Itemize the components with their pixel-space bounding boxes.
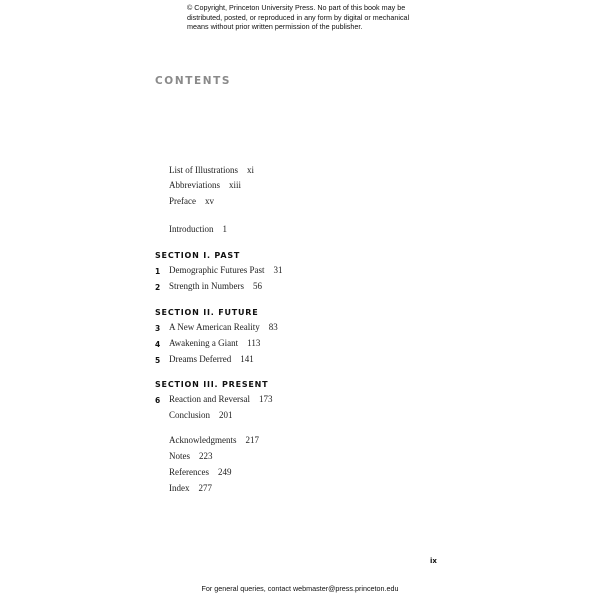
footer-contact: For general queries, contact webmaster@press.princeton.edu — [201, 584, 399, 593]
toc-entry-abbreviations[interactable] — [169, 180, 241, 191]
entry-title: Index — [169, 483, 190, 493]
toc-entry-chapter-4[interactable] — [169, 338, 260, 349]
entry-title: Abbreviations — [169, 180, 220, 190]
toc-entry-chapter-3[interactable] — [169, 322, 278, 333]
entry-page: 223 — [199, 451, 213, 461]
entry-page: 277 — [198, 483, 212, 493]
toc-entry-preface[interactable] — [169, 196, 214, 207]
entry-page: 217 — [245, 435, 259, 445]
entry-title: References — [169, 467, 209, 477]
copyright-notice: © Copyright, Princeton University Press. No part of this book may be distributed, posted, or reproduced in any form by digital or mechanical means without prior written permission of the publisher. — [187, 3, 410, 32]
chapter-number: 6 — [155, 396, 161, 405]
entry-page: 1 — [222, 224, 227, 234]
entry-title: Conclusion — [169, 410, 211, 420]
section-heading-past: SECTION I. PAST — [155, 251, 241, 260]
chapter-number: 3 — [155, 324, 161, 333]
toc-entry-index[interactable] — [169, 483, 212, 494]
entry-title: Reaction and Reversal — [169, 394, 250, 404]
contents-heading: CONTENTS — [155, 75, 232, 87]
entry-page: 249 — [217, 467, 232, 477]
entry-title: Dreams Deferred — [169, 354, 232, 364]
entry-title: Strength in Numbers — [169, 281, 244, 291]
entry-title: Demographic Futures Past — [169, 265, 265, 275]
entry-title: Preface — [169, 196, 196, 206]
entry-title: List of Illustrations — [169, 165, 238, 175]
entry-title: Awakening a Giant — [169, 338, 239, 348]
entry-page: 113 — [247, 338, 261, 348]
toc-entry-chapter-1[interactable] — [169, 265, 282, 276]
entry-page: 173 — [258, 394, 273, 404]
entry-page: 83 — [268, 322, 278, 332]
toc-entry-notes[interactable] — [169, 451, 213, 462]
entry-page: xiii — [229, 180, 242, 190]
entry-page: 141 — [240, 354, 254, 364]
entry-page: xv — [204, 196, 214, 206]
toc-entry-list-of-illustrations[interactable] — [169, 165, 254, 176]
section-heading-future: SECTION II. FUTURE — [155, 308, 259, 317]
toc-entry-introduction[interactable] — [169, 224, 227, 235]
chapter-number: 1 — [155, 267, 161, 276]
entry-title: Acknowledgments — [169, 435, 237, 445]
toc-entry-references[interactable] — [169, 467, 231, 478]
chapter-number: 2 — [155, 283, 161, 292]
entry-page: 201 — [219, 410, 233, 420]
toc-entry-chapter-6[interactable] — [169, 394, 272, 405]
page-number: ix — [430, 557, 437, 565]
toc-entry-chapter-2[interactable] — [169, 281, 262, 292]
entry-title: Introduction — [169, 224, 214, 234]
section-heading-present: SECTION III. PRESENT — [155, 380, 269, 389]
entry-page: 56 — [253, 281, 262, 291]
chapter-number: 5 — [155, 356, 161, 365]
toc-entry-chapter-5[interactable] — [169, 354, 254, 365]
entry-page: xi — [247, 165, 255, 175]
entry-title: Notes — [169, 451, 190, 461]
entry-title: A New American Reality — [169, 322, 260, 332]
chapter-number: 4 — [155, 340, 161, 349]
entry-page: 31 — [273, 265, 283, 275]
toc-entry-conclusion[interactable] — [169, 410, 233, 421]
toc-entry-acknowledgments[interactable] — [169, 435, 259, 446]
